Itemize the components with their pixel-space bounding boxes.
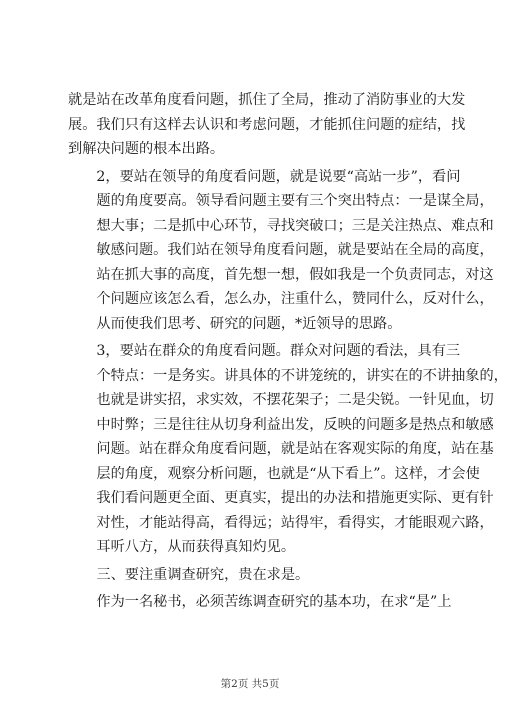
text-line: 2，要站在领导的角度看问题，就是说要“高站一步”，看问 <box>96 168 461 185</box>
text-line: 层的角度，观察分析问题，也就是“从下看上”。这样，才会使 <box>96 465 480 482</box>
text-line: 耳听八方，从而获得真知灼见。 <box>96 539 296 555</box>
text-line: 个问题应该怎么看，怎么办，注重什么，赞同什么，反对什么， <box>96 291 494 307</box>
text-line: 作为一名秘书，必须苦练调查研究的基本功，在求“是”上 <box>96 594 452 610</box>
text-line: 也就是讲实招，求实效，不摆花架子；二是尖锐。一针见血，切 <box>96 392 494 408</box>
paragraph <box>68 88 466 162</box>
text-line: 题的角度要高。领导看问题主要有三个突出特点：一是谋全局， <box>96 193 494 209</box>
text-line: 从而使我们思考、研究的问题，*近领导的思路。 <box>96 315 402 332</box>
text-line: 问题。站在群众角度看问题，就是站在客观实际的角度，站在基 <box>96 441 494 457</box>
paragraph <box>68 165 494 337</box>
text-line: 我们看问题更全面、更真实，提出的办法和措施更实际、更有针 <box>96 490 494 506</box>
text-line: 敏感问题。我们站在领导角度看问题，就是要站在全局的高度， <box>96 242 494 258</box>
paragraph <box>68 590 452 615</box>
text-line: 到解决问题的根本出路。 <box>68 141 225 157</box>
text-line: 个特点：一是务实。讲具体的不讲笼统的，讲实在的不讲抽象的， <box>96 367 508 384</box>
text-line: 展。我们只有这样去认识和考虑问题，才能抓住问题的症结，找 <box>68 116 466 133</box>
text-line: 就是站在改革角度看问题，抓住了全局，推动了消防事业的大发 <box>68 92 466 108</box>
text-line: 3，要站在群众的角度看问题。群众对问题的看法，具有三 <box>96 343 461 359</box>
document-body <box>68 88 508 618</box>
page-footer: 第2页 共5页 <box>220 678 280 690</box>
text-line: 站在抓大事的高度，首先想一想，假如我是一个负责同志，对这 <box>96 266 494 283</box>
paragraph <box>68 339 508 560</box>
text-line: 中时弊；三是往往从切身利益出发，反映的问题多是热点和敏感 <box>96 416 494 433</box>
text-line: 对性，才能站得高，看得远；站得牢，看得实，才能眼观六路， <box>96 514 494 531</box>
paragraph <box>68 563 440 588</box>
text-line: 三、要注重调查研究，贵在求是。 <box>96 566 310 583</box>
text-line: 想大事；二是抓中心环节，寻找突破口；三是关注热点、难点和 <box>96 217 494 234</box>
